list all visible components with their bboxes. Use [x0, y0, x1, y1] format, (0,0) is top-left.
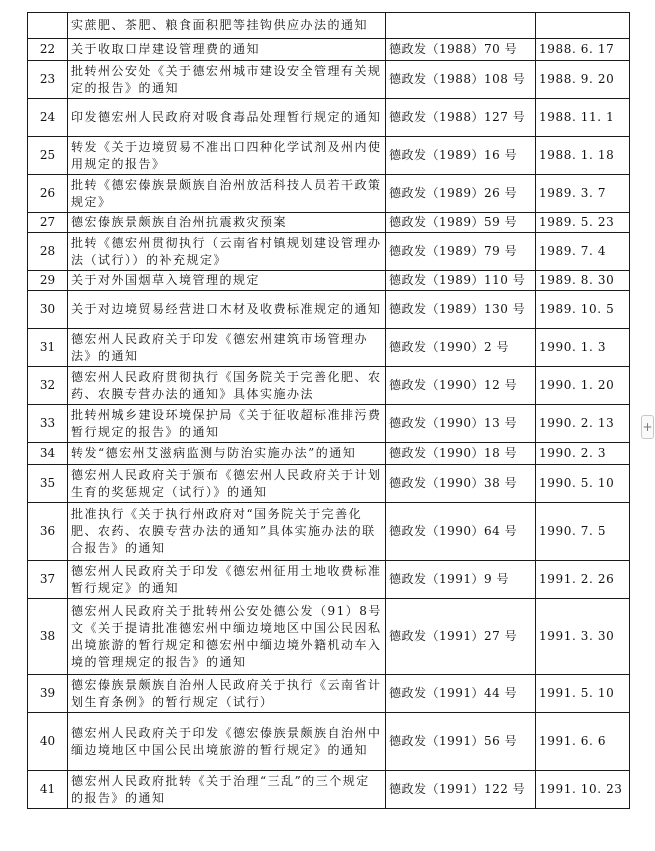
doc-number-cell — [386, 13, 536, 39]
doc-title-cell: 转发“德宏州艾滋病监测与防治实施办法”的通知 — [68, 443, 386, 465]
row-number-cell: 22 — [28, 39, 68, 61]
plus-icon[interactable]: + — [641, 415, 654, 439]
row-number-cell: 39 — [28, 675, 68, 713]
doc-title-cell: 德宏州人民政府关于颁布《德宏州人民政府关于计划生育的奖惩规定（试行）》的通知 — [68, 465, 386, 503]
row-number-cell: 41 — [28, 771, 68, 809]
doc-date-cell: 1990. 1. 20 — [536, 367, 630, 405]
doc-title-cell: 批转《德宏州贯彻执行（云南省村镇规划建设管理办法（试行））的补充规定》 — [68, 233, 386, 271]
doc-date-cell: 1991. 6. 6 — [536, 713, 630, 771]
doc-date-cell: 1991. 10. 23 — [536, 771, 630, 809]
doc-date-cell: 1990. 1. 3 — [536, 329, 630, 367]
doc-title-cell: 批转州城乡建设环境保护局《关于征收超标准排污费暂行规定的报告》的通知 — [68, 405, 386, 443]
doc-title-cell: 德宏州人民政府关于印发《德宏州征用土地收费标准暂行规定》的通知 — [68, 561, 386, 599]
doc-date-cell — [536, 13, 630, 39]
doc-date-cell: 1990. 7. 5 — [536, 503, 630, 561]
table-row — [28, 137, 630, 175]
doc-number-cell: 德政发（1990）13 号 — [386, 405, 536, 443]
row-number-cell: 35 — [28, 465, 68, 503]
table-row — [28, 561, 630, 599]
doc-number-cell: 德政发（1989）16 号 — [386, 137, 536, 175]
row-number-cell: 27 — [28, 213, 68, 233]
row-number-cell: 23 — [28, 61, 68, 99]
row-number-cell: 28 — [28, 233, 68, 271]
table-row — [28, 771, 630, 809]
doc-date-cell: 1988. 11. 1 — [536, 99, 630, 137]
table-row — [28, 291, 630, 329]
row-number-cell: 40 — [28, 713, 68, 771]
doc-date-cell: 1988. 9. 20 — [536, 61, 630, 99]
doc-title-cell: 德宏州人民政府关于印发《德宏傣族景颇族自治州中缅边境地区中国公民出境旅游的暂行规定》的通知 — [68, 713, 386, 771]
doc-number-cell: 德政发（1991）27 号 — [386, 599, 536, 675]
row-number-cell: 30 — [28, 291, 68, 329]
table-row — [28, 367, 630, 405]
table-row — [28, 503, 630, 561]
doc-title-cell: 德宏州人民政府批转《关于治理“三乱”的三个规定的报告》的通知 — [68, 771, 386, 809]
doc-number-cell: 德政发（1990）64 号 — [386, 503, 536, 561]
table-row — [28, 233, 630, 271]
table-row — [28, 675, 630, 713]
row-number-cell: 37 — [28, 561, 68, 599]
doc-date-cell: 1990. 2. 13 — [536, 405, 630, 443]
document-table — [27, 12, 630, 809]
doc-number-cell: 德政发（1991）56 号 — [386, 713, 536, 771]
table-row — [28, 443, 630, 465]
doc-number-cell: 德政发（1989）110 号 — [386, 271, 536, 291]
doc-title-cell: 批转《德宏傣族景颇族自治州放活科技人员若干政策规定》 — [68, 175, 386, 213]
doc-number-cell: 德政发（1991）44 号 — [386, 675, 536, 713]
doc-title-cell: 批转州公安处《关于德宏州城市建设安全管理有关规定的报告》的通知 — [68, 61, 386, 99]
doc-number-cell: 德政发（1991）122 号 — [386, 771, 536, 809]
doc-date-cell: 1990. 5. 10 — [536, 465, 630, 503]
doc-date-cell: 1989. 8. 30 — [536, 271, 630, 291]
doc-date-cell: 1989. 3. 7 — [536, 175, 630, 213]
doc-date-cell: 1989. 7. 4 — [536, 233, 630, 271]
doc-number-cell: 德政发（1988）70 号 — [386, 39, 536, 61]
doc-date-cell: 1991. 2. 26 — [536, 561, 630, 599]
doc-title-cell: 德宏州人民政府贯彻执行《国务院关于完善化肥、农药、农膜专营办法的通知》具体实施办法 — [68, 367, 386, 405]
doc-number-cell: 德政发（1989）79 号 — [386, 233, 536, 271]
doc-date-cell: 1988. 1. 18 — [536, 137, 630, 175]
doc-number-cell: 德政发（1990）12 号 — [386, 367, 536, 405]
doc-title-cell: 德宏傣族景颇族自治州人民政府关于执行《云南省计划生育条例》的暂行规定（试行） — [68, 675, 386, 713]
doc-title-cell: 德宏州人民政府关于批转州公安处德公发（91）8号文《关于提请批准德宏州中缅边境地区中国公民因私出境旅游的暂行规定和德宏州中缅边境外籍机动车入境的管理规定的报告》的通知 — [68, 599, 386, 675]
doc-number-cell: 德政发（1988）108 号 — [386, 61, 536, 99]
table-row — [28, 465, 630, 503]
document-table-body — [28, 13, 630, 809]
table-row — [28, 99, 630, 137]
doc-title-cell: 批准执行《关于执行州政府对“国务院关于完善化肥、农药、农膜专营办法的通知”具体实施办法的联合报告》的通知 — [68, 503, 386, 561]
table-row — [28, 175, 630, 213]
row-number-cell: 32 — [28, 367, 68, 405]
doc-date-cell: 1991. 3. 30 — [536, 599, 630, 675]
table-row — [28, 329, 630, 367]
doc-title-cell: 德宏傣族景颇族自治州抗震救灾预案 — [68, 213, 386, 233]
doc-date-cell: 1991. 5. 10 — [536, 675, 630, 713]
table-row — [28, 213, 630, 233]
table-row — [28, 39, 630, 61]
doc-number-cell: 德政发（1991）9 号 — [386, 561, 536, 599]
doc-number-cell: 德政发（1989）130 号 — [386, 291, 536, 329]
row-number-cell: 36 — [28, 503, 68, 561]
doc-date-cell: 1990. 2. 3 — [536, 443, 630, 465]
table-row — [28, 599, 630, 675]
row-number-cell: 33 — [28, 405, 68, 443]
row-number-cell: 26 — [28, 175, 68, 213]
table-row — [28, 713, 630, 771]
row-number-cell: 24 — [28, 99, 68, 137]
doc-title-cell: 印发德宏州人民政府对吸食毒品处理暂行规定的通知 — [68, 99, 386, 137]
doc-number-cell: 德政发（1990）18 号 — [386, 443, 536, 465]
doc-number-cell: 德政发（1990）2 号 — [386, 329, 536, 367]
doc-number-cell: 德政发（1989）26 号 — [386, 175, 536, 213]
doc-number-cell: 德政发（1988）127 号 — [386, 99, 536, 137]
doc-number-cell: 德政发（1989）59 号 — [386, 213, 536, 233]
row-number-cell: 34 — [28, 443, 68, 465]
table-row — [28, 61, 630, 99]
row-number-cell: 25 — [28, 137, 68, 175]
row-number-cell: 29 — [28, 271, 68, 291]
doc-title-cell: 德宏州人民政府关于印发《德宏州建筑市场管理办法》的通知 — [68, 329, 386, 367]
table-row — [28, 405, 630, 443]
doc-title-cell: 转发《关于边境贸易不准出口四种化学试剂及州内使用规定的报告》 — [68, 137, 386, 175]
row-number-cell — [28, 13, 68, 39]
doc-title-cell: 关于对外国烟草入境管理的规定 — [68, 271, 386, 291]
doc-date-cell: 1989. 5. 23 — [536, 213, 630, 233]
row-number-cell: 38 — [28, 599, 68, 675]
doc-date-cell: 1989. 10. 5 — [536, 291, 630, 329]
doc-title-cell: 实蔗肥、茶肥、粮食面积肥等挂钩供应办法的通知 — [68, 13, 386, 39]
doc-title-cell: 关于对边境贸易经营进口木材及收费标准规定的通知 — [68, 291, 386, 329]
table-row-partial — [28, 13, 630, 39]
doc-date-cell: 1988. 6. 17 — [536, 39, 630, 61]
doc-title-cell: 关于收取口岸建设管理费的通知 — [68, 39, 386, 61]
row-number-cell: 31 — [28, 329, 68, 367]
doc-number-cell: 德政发（1990）38 号 — [386, 465, 536, 503]
table-row — [28, 271, 630, 291]
